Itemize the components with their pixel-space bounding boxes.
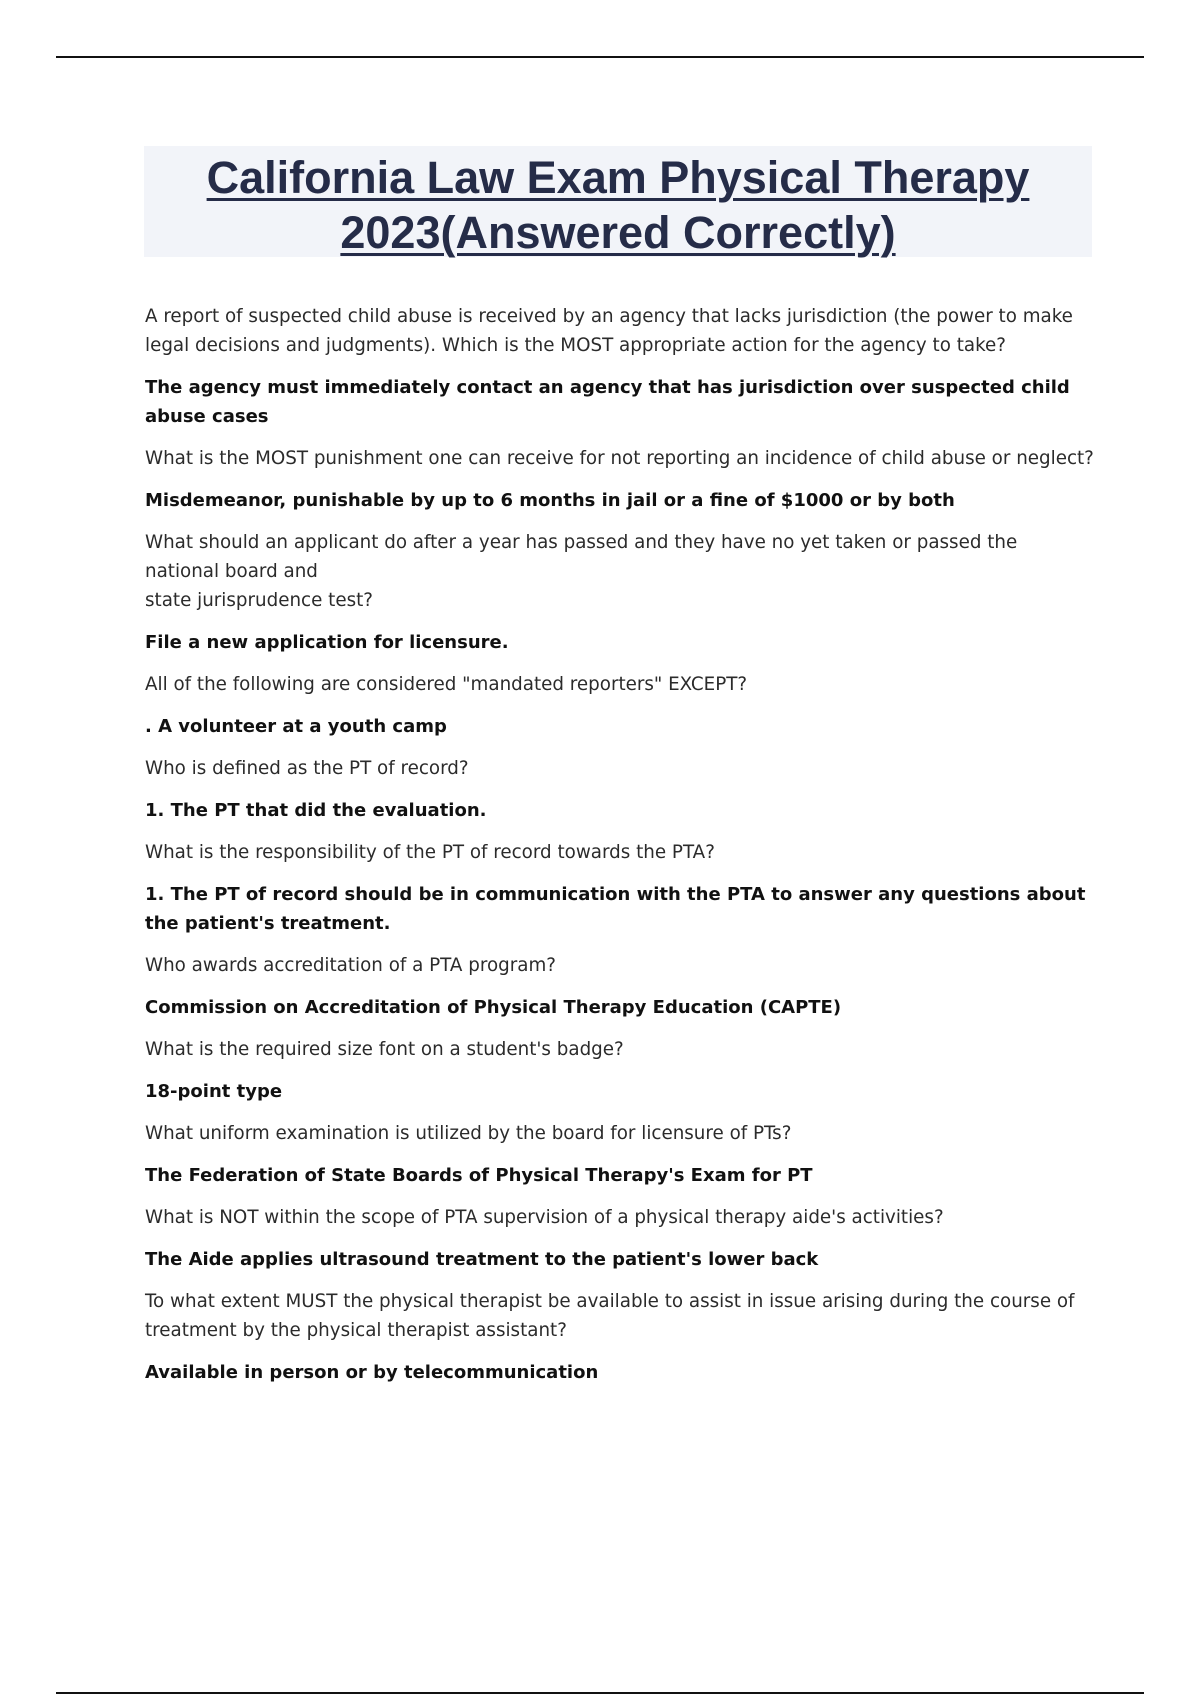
answer-text: 18-point type	[145, 1081, 283, 1102]
qa-item	[145, 838, 1095, 938]
question-text: What is the required size font on a student's badge?	[145, 1039, 624, 1060]
question-text: What should an applicant do after a year has passed and they have no yet taken or passed the national board and state jurisprudence test?	[145, 532, 1018, 611]
answer-text: The Aide applies ultrasound treatment to the patient's lower back	[145, 1249, 819, 1270]
question-text: What is NOT within the scope of PTA supervision of a physical therapy aide's activities?	[145, 1207, 944, 1228]
answer-text: 1. The PT of record should be in communication with the PTA to answer any questions about the patient's treatment.	[145, 884, 1086, 934]
answer-text: The agency must immediately contact an agency that has jurisdiction over suspected child abuse cases	[145, 377, 1070, 427]
qa-item	[145, 1287, 1095, 1387]
question-text: What uniform examination is utilized by the board for licensure of PTs?	[145, 1123, 792, 1144]
bottom-divider	[56, 1692, 1144, 1694]
question-text: To what extent MUST the physical therapist be available to assist in issue arising during the course of treatment by the physical therapist assistant?	[145, 1291, 1075, 1341]
question-text: Who awards accreditation of a PTA program?	[145, 955, 556, 976]
answer-text: The Federation of State Boards of Physical Therapy's Exam for PT	[145, 1165, 813, 1186]
top-divider	[56, 56, 1144, 58]
answer-text: Misdemeanor, punishable by up to 6 months in jail or a fine of $1000 or by both	[145, 490, 955, 511]
qa-item	[145, 302, 1095, 431]
qa-item	[145, 1119, 1095, 1190]
question-text: Who is defined as the PT of record?	[145, 758, 469, 779]
qa-item	[145, 951, 1095, 1022]
qa-item	[145, 1203, 1095, 1274]
qa-item	[145, 670, 1095, 741]
document-title: California Law Exam Physical Therapy 2023(Answered Correctly)	[206, 152, 1030, 258]
answer-text: Commission on Accreditation of Physical Therapy Education (CAPTE)	[145, 997, 842, 1018]
question-text: A report of suspected child abuse is received by an agency that lacks jurisdiction (the power to make legal decisions and judgments). Which is the MOST appropriate action for the agency to take?	[145, 306, 1073, 356]
answer-text: . A volunteer at a youth camp	[145, 716, 447, 737]
question-text: What is the MOST punishment one can receive for not reporting an incidence of child abuse or neglect?	[145, 448, 1094, 469]
question-text: All of the following are considered "mandated reporters" EXCEPT?	[145, 674, 748, 695]
qa-item	[145, 754, 1095, 825]
qa-item	[145, 1035, 1095, 1106]
qa-item	[145, 528, 1095, 657]
question-text: What is the responsibility of the PT of record towards the PTA?	[145, 842, 715, 863]
title-banner	[144, 146, 1092, 257]
qa-list	[145, 302, 1095, 1400]
answer-text: Available in person or by telecommunication	[145, 1362, 599, 1383]
answer-text: File a new application for licensure.	[145, 632, 509, 653]
answer-text: 1. The PT that did the evaluation.	[145, 800, 487, 821]
qa-item	[145, 444, 1095, 515]
